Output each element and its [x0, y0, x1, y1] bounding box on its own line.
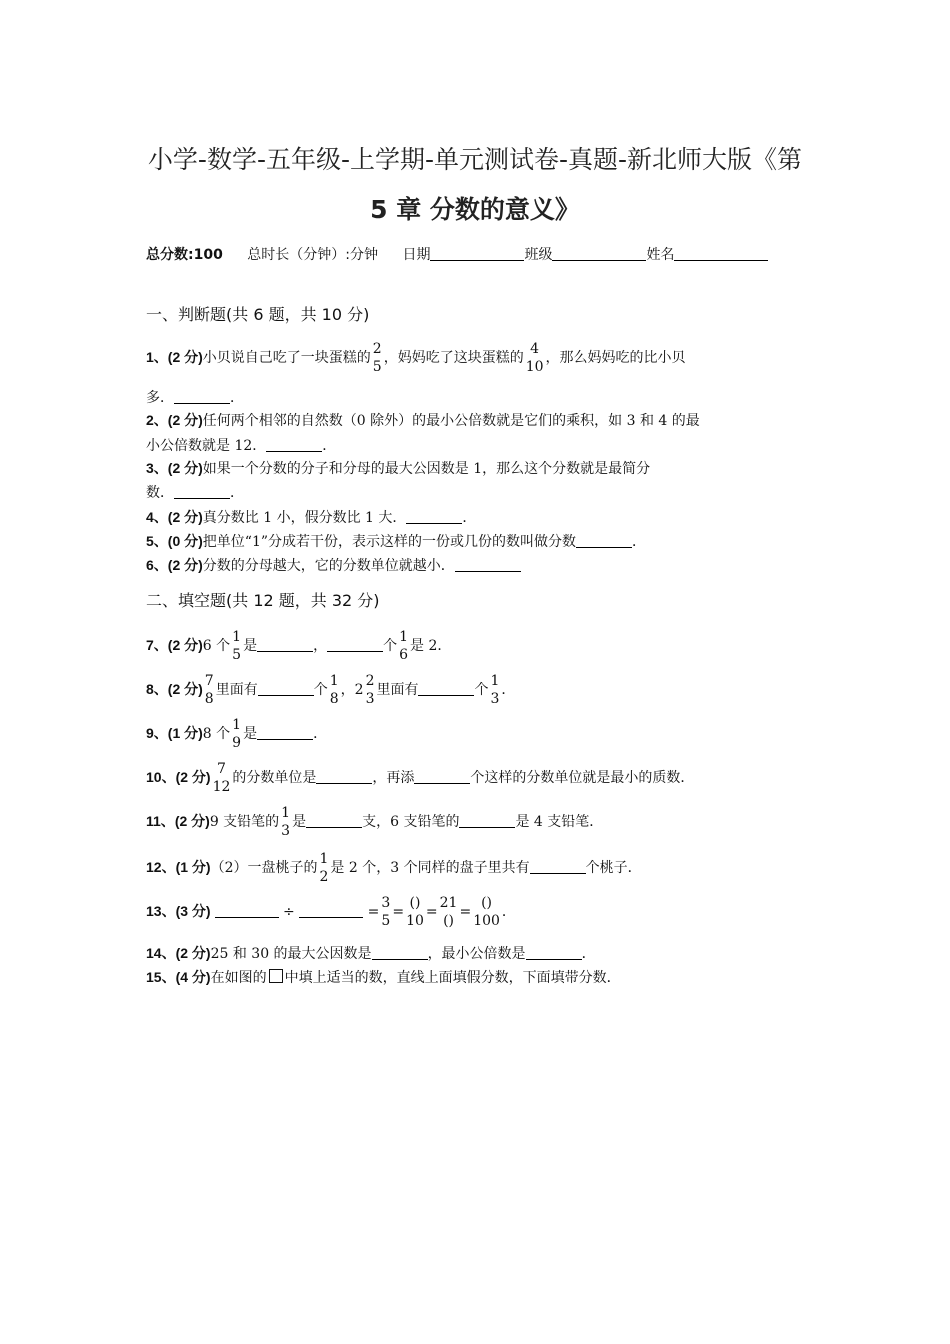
- text-run: (2 分): [167, 412, 203, 428]
- text-run: 1: [490, 673, 500, 689]
- text-run: (2 分): [167, 460, 203, 476]
- text-run: 100: [473, 913, 500, 929]
- text-run: 3: [381, 895, 391, 911]
- text-run: (1 分): [175, 859, 211, 875]
- text-run: 14、: [146, 945, 176, 961]
- fraction: [406, 894, 424, 930]
- question-1: [146, 340, 816, 376]
- text-run: 任何两个相邻的自然数（0 除外）的最小公倍数就是它们的乘积，如 3 和 4 的最: [202, 413, 700, 429]
- text-run: (): [443, 913, 454, 929]
- text-run: 5、: [146, 533, 168, 549]
- section-fill-in: 二、填空题(共 12 题，共 32 分): [146, 591, 380, 610]
- text-run: ，2: [340, 682, 364, 698]
- class-field[interactable]: [552, 246, 646, 261]
- text-run: (2 分): [175, 945, 211, 961]
- text-run: (2 分): [175, 769, 211, 785]
- answer-blank[interactable]: [257, 637, 313, 652]
- text-run: 15、: [146, 969, 176, 985]
- question-8: [146, 672, 816, 708]
- text-run: 多．: [146, 390, 174, 406]
- answer-blank[interactable]: [316, 769, 372, 784]
- answer-blank[interactable]: [406, 509, 462, 524]
- date-field[interactable]: [430, 246, 524, 261]
- text-run: 6 个: [202, 638, 231, 654]
- answer-blank[interactable]: [306, 813, 362, 828]
- question-11: [146, 804, 816, 840]
- question-14: [146, 941, 816, 966]
- text-run: (): [409, 895, 421, 911]
- text-run: 个: [383, 638, 398, 654]
- text-run: 13、: [146, 903, 176, 919]
- answer-blank[interactable]: [299, 903, 363, 918]
- text-run: 5: [381, 913, 391, 929]
- text-run: (3 分): [175, 903, 211, 919]
- fraction: [399, 628, 408, 664]
- fraction: [473, 894, 500, 930]
- text-run: (2 分): [174, 813, 210, 829]
- text-run: ．: [581, 946, 596, 962]
- question-4: [146, 505, 816, 530]
- text-run: =: [425, 904, 438, 920]
- text-run: 3、: [146, 460, 168, 476]
- text-run: ．: [230, 485, 244, 501]
- text-run: 1、: [146, 349, 168, 365]
- text-run: 9、: [146, 725, 168, 741]
- text-run: 1: [232, 717, 242, 733]
- answer-blank[interactable]: [418, 681, 474, 696]
- text-run: 是 2 个，3 个同样的盘子里共有: [330, 860, 530, 876]
- text-run: 1: [329, 673, 339, 689]
- text-run: ÷: [283, 904, 295, 920]
- text-run: 9: [232, 735, 242, 751]
- answer-blank[interactable]: [258, 681, 314, 696]
- text-run: 7: [204, 673, 214, 689]
- question-13: [146, 894, 816, 930]
- text-run: 7: [217, 761, 226, 777]
- text-run: 6: [399, 647, 408, 663]
- text-run: 6、: [146, 557, 168, 573]
- date-label: 日期: [402, 247, 431, 263]
- answer-blank[interactable]: [455, 557, 521, 572]
- total-score: 总分数:100: [146, 247, 223, 263]
- text-run: 3: [490, 691, 500, 707]
- section-true-false: 一、判断题(共 6 题，共 10 分): [146, 305, 370, 324]
- document-title-line1: 小学-数学-五年级-上学期-单元测试卷-真题-新北师大版《第: [147, 145, 803, 174]
- answer-blank[interactable]: [266, 437, 322, 452]
- text-run: 8: [204, 691, 214, 707]
- answer-blank[interactable]: [526, 945, 582, 960]
- text-run: 10: [525, 359, 544, 375]
- square-box-icon: [269, 969, 283, 983]
- text-run: ．: [501, 682, 516, 698]
- text-run: ．: [462, 510, 477, 526]
- text-run: 8、: [146, 681, 168, 697]
- text-run: ，: [313, 638, 328, 654]
- text-run: 1: [281, 805, 291, 821]
- text-run: (2 分): [167, 509, 203, 525]
- text-run: (1 分): [167, 725, 203, 741]
- text-run: 真分数比 1 小，假分数比 1 大．: [202, 510, 407, 526]
- question-9: [146, 716, 816, 752]
- text-run: ．: [322, 438, 337, 454]
- answer-blank[interactable]: [174, 389, 230, 404]
- text-run: 11、: [146, 813, 175, 829]
- answer-blank[interactable]: [257, 725, 313, 740]
- text-run: (0 分): [167, 533, 203, 549]
- text-run: 在如图的: [210, 970, 267, 986]
- text-run: 25 和 30 的最大公因数是: [210, 946, 372, 962]
- fraction: [366, 672, 375, 708]
- text-run: 是: [292, 814, 307, 830]
- text-run: 2、: [146, 412, 168, 428]
- text-run: =: [367, 904, 380, 920]
- text-run: ．: [313, 726, 328, 742]
- answer-blank[interactable]: [530, 859, 586, 874]
- fraction: [381, 894, 390, 930]
- text-run: 1: [232, 629, 242, 645]
- text-run: 4: [530, 341, 540, 357]
- text-run: 中填上适当的数，直线上面填假分数，下面填带分数．: [284, 970, 621, 986]
- text-run: ，再添: [372, 770, 415, 786]
- answer-blank[interactable]: [372, 945, 428, 960]
- fraction: [526, 340, 544, 376]
- text-run: =: [459, 904, 472, 920]
- text-run: 4、: [146, 509, 168, 525]
- text-run: 个: [313, 682, 328, 698]
- text-run: 12、: [146, 859, 176, 875]
- text-run: 如果一个分数的分子和分母的最大公因数是 1，那么这个分数就是最简分: [202, 461, 651, 477]
- fraction: [330, 672, 339, 708]
- text-run: 1: [319, 851, 329, 867]
- question-12: [146, 850, 816, 886]
- document-title-line2: 5 章 分数的意义》: [370, 195, 580, 224]
- answer-blank[interactable]: [174, 484, 230, 499]
- fraction: [320, 850, 329, 886]
- answer-blank[interactable]: [327, 637, 383, 652]
- question-1-cont: [146, 386, 816, 410]
- text-run: 5: [372, 359, 382, 375]
- question-10: [146, 760, 816, 796]
- text-run: (2 分): [167, 681, 203, 697]
- fraction: [213, 760, 231, 796]
- text-run: 是: [243, 638, 258, 654]
- text-run: 3: [281, 823, 291, 839]
- answer-blank[interactable]: [414, 769, 470, 784]
- text-run: 数．: [146, 485, 174, 501]
- question-6: [146, 553, 816, 578]
- fraction: [205, 672, 214, 708]
- text-run: (2 分): [167, 557, 203, 573]
- exam-meta: [146, 244, 826, 264]
- fraction: [373, 340, 382, 376]
- fraction: [440, 894, 458, 930]
- text-run: (): [481, 895, 493, 911]
- text-run: 里面有: [215, 682, 258, 698]
- text-run: 个: [474, 682, 489, 698]
- question-3: [146, 456, 816, 481]
- text-run: (4 分): [175, 969, 211, 985]
- text-run: 10: [406, 913, 424, 929]
- text-run: 3: [365, 691, 375, 707]
- text-run: 2: [372, 341, 382, 357]
- text-run: 是 4 支铅笔．: [515, 814, 604, 830]
- text-run: 小公倍数就是 12．: [146, 438, 267, 454]
- text-run: 21: [439, 895, 458, 911]
- text-run: 是 2．: [410, 638, 452, 654]
- text-run: ．: [230, 390, 244, 406]
- fraction: [281, 804, 290, 840]
- text-run: ，最小公倍数是: [427, 946, 526, 962]
- text-run: 小贝说自己吃了一块蛋糕的: [202, 350, 371, 366]
- question-2-cont: [146, 434, 816, 458]
- class-label: 班级: [524, 247, 553, 263]
- duration: 总时长（分钟）:分钟: [247, 247, 378, 263]
- text-run: ，那么妈妈吃的比小贝: [545, 350, 686, 366]
- text-run: ．: [632, 534, 647, 550]
- text-run: 分数的分母越大，它的分数单位就越小．: [202, 558, 455, 574]
- fraction: [232, 628, 241, 664]
- question-7: [146, 628, 816, 664]
- text-run: 2: [365, 673, 375, 689]
- answer-blank[interactable]: [215, 903, 279, 918]
- text-run: 的分数单位是: [232, 770, 317, 786]
- text-run: ．: [501, 904, 516, 920]
- fraction: [232, 716, 241, 752]
- text-run: 10、: [146, 769, 176, 785]
- question-15: [146, 965, 816, 990]
- question-2: [146, 408, 816, 433]
- text-run: (2 分): [167, 349, 203, 365]
- text-run: 把单位“1”分成若干份，表示这样的一份或几份的数叫做分数: [202, 534, 577, 550]
- text-run: 里面有: [376, 682, 419, 698]
- text-run: （2）一盘桃子的: [210, 860, 318, 876]
- text-run: 2: [319, 869, 329, 885]
- text-run: 支，6 支铅笔的: [362, 814, 460, 830]
- text-run: 8: [329, 691, 339, 707]
- question-3-cont: [146, 481, 816, 505]
- text-run: =: [392, 904, 405, 920]
- answer-blank[interactable]: [459, 813, 515, 828]
- name-label: 姓名: [646, 247, 675, 263]
- name-field[interactable]: [674, 246, 768, 261]
- text-run: 5: [232, 647, 242, 663]
- text-run: (2 分): [167, 637, 203, 653]
- answer-blank[interactable]: [576, 533, 632, 548]
- text-run: 12: [212, 779, 231, 795]
- text-run: 个这样的分数单位就是最小的质数．: [470, 770, 695, 786]
- text-run: 个桃子．: [585, 860, 642, 876]
- text-run: 是: [243, 726, 258, 742]
- text-run: 1: [399, 629, 408, 645]
- text-run: ，妈妈吃了这块蛋糕的: [383, 350, 524, 366]
- text-run: 9 支铅笔的: [209, 814, 280, 830]
- text-run: 7、: [146, 637, 168, 653]
- fraction: [490, 672, 499, 708]
- question-5: [146, 529, 816, 554]
- text-run: 8 个: [202, 726, 231, 742]
